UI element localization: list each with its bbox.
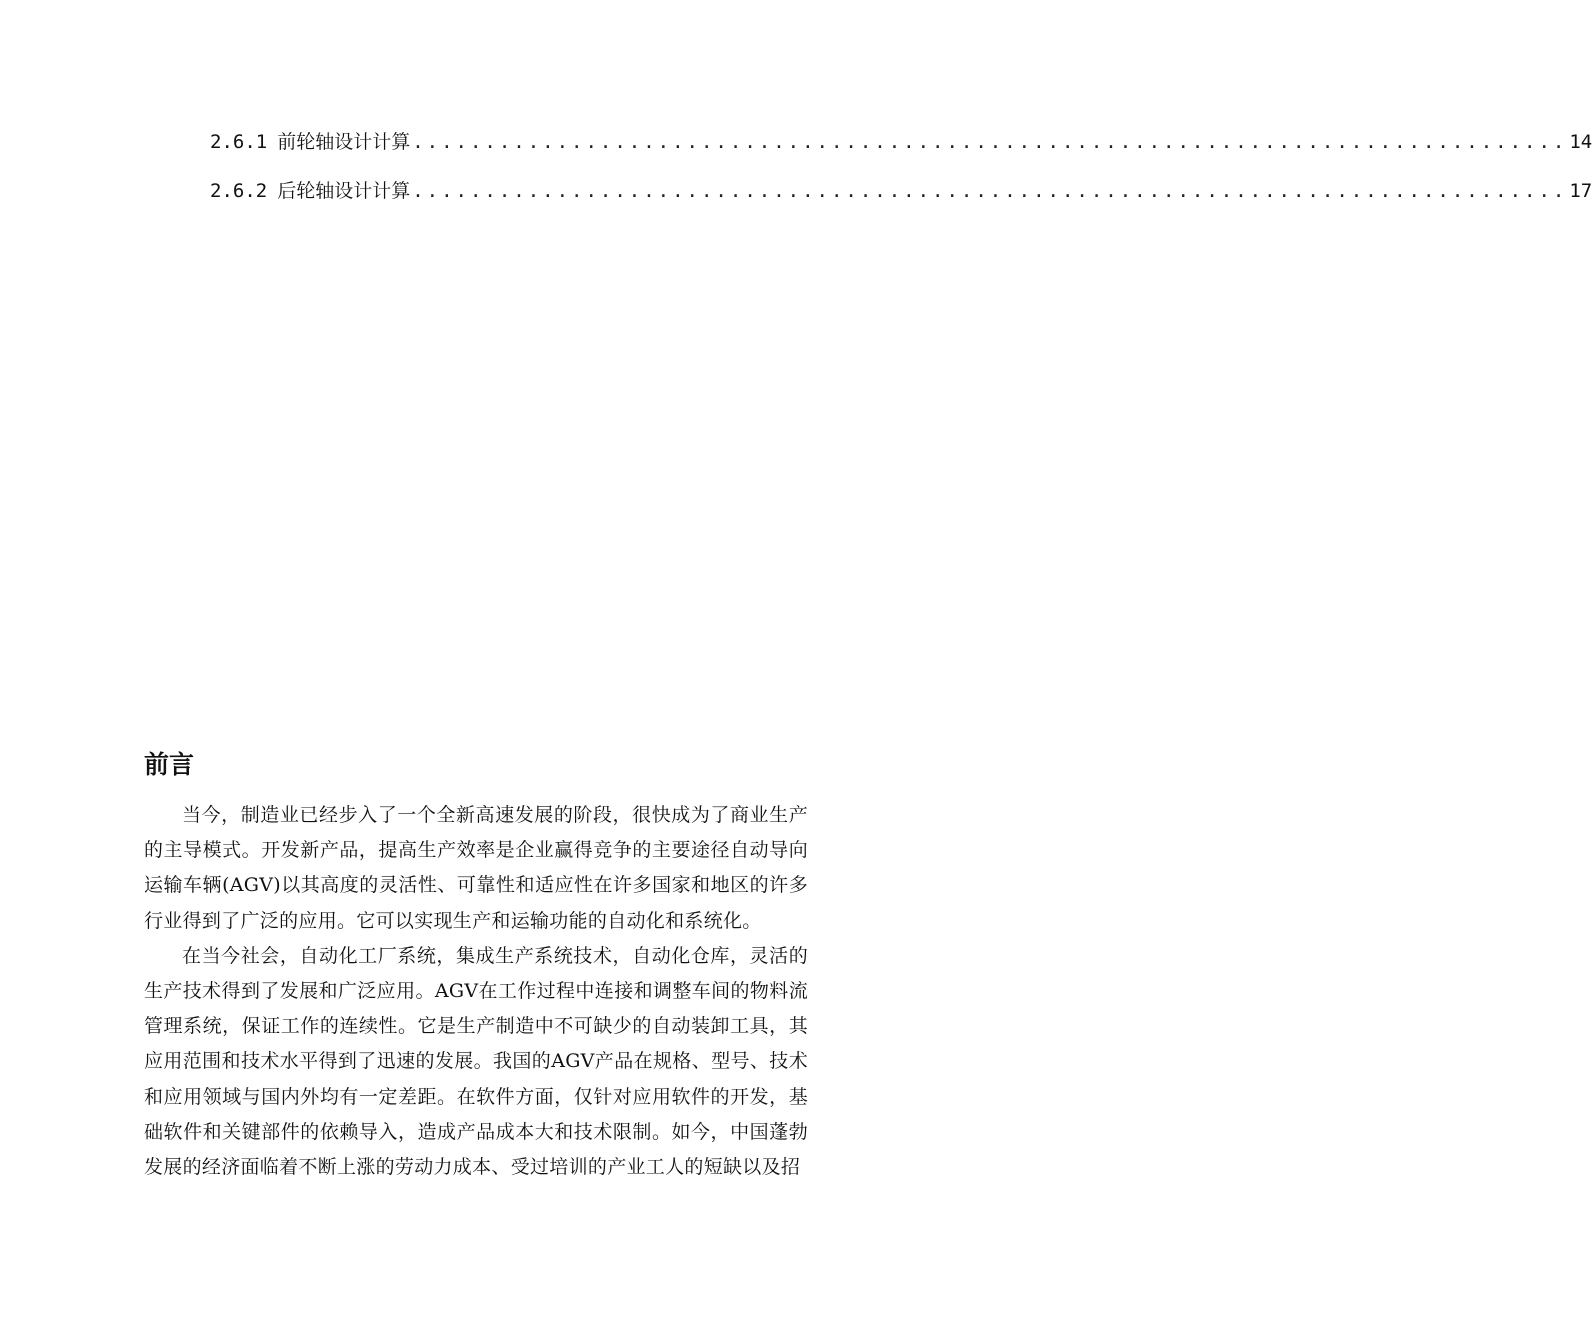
section-heading: 前言 (144, 750, 195, 779)
toc-leader-dots: ................................................................................ (412, 180, 1568, 202)
paragraph: 当今，制造业已经步入了一个全新高速发展的阶段，很快成为了商业生产的主导模式。开发新产品，提高生产效率是企业赢得竞争的主要途径自动导向运输车辆(AGV)以其高度的灵活性、可靠性和适应性在许多国家和地区的许多行业得到了广泛的应用。它可以实现生产和运输功能的自动化和系统化。 (144, 804, 808, 932)
paragraph: 在当今社会，自动化工厂系统，集成生产系统技术，自动化仓库，灵活的生产技术得到了发展和广泛应用。AGV在工作过程中连接和调整车间的物料流管理系统，保证工作的连续性。它是生产制造中不可缺少的自动装卸工具，其应用范围和技术水平得到了迅速的发展。我国的AGV产品在规格、型号、技术和应用领域与国内外均有一定差距。在软件方面，仅针对应用软件的开发，基础软件和关键部件的依赖导入，造成产品成本大和技术限制。如今，中国蓬勃发展的经济面临着不断上涨的劳动力成本、受过培训的产业工人的短缺以及招 (144, 944, 808, 1179)
toc-entry-page: 14 (1569, 131, 1592, 153)
toc-entry-page: 17 (1569, 180, 1592, 202)
toc-entry[interactable] (210, 130, 1592, 154)
toc-entry[interactable] (210, 179, 1592, 203)
toc-entry-number: 2.6.1 (210, 131, 268, 153)
toc-entry-title: 后轮轴设计计算 (277, 180, 411, 202)
section-body (144, 798, 808, 1185)
toc-leader-dots: ................................................................................ (412, 131, 1568, 153)
toc-entry-title: 前轮轴设计计算 (277, 131, 411, 153)
toc-entry-number: 2.6.2 (210, 180, 268, 202)
